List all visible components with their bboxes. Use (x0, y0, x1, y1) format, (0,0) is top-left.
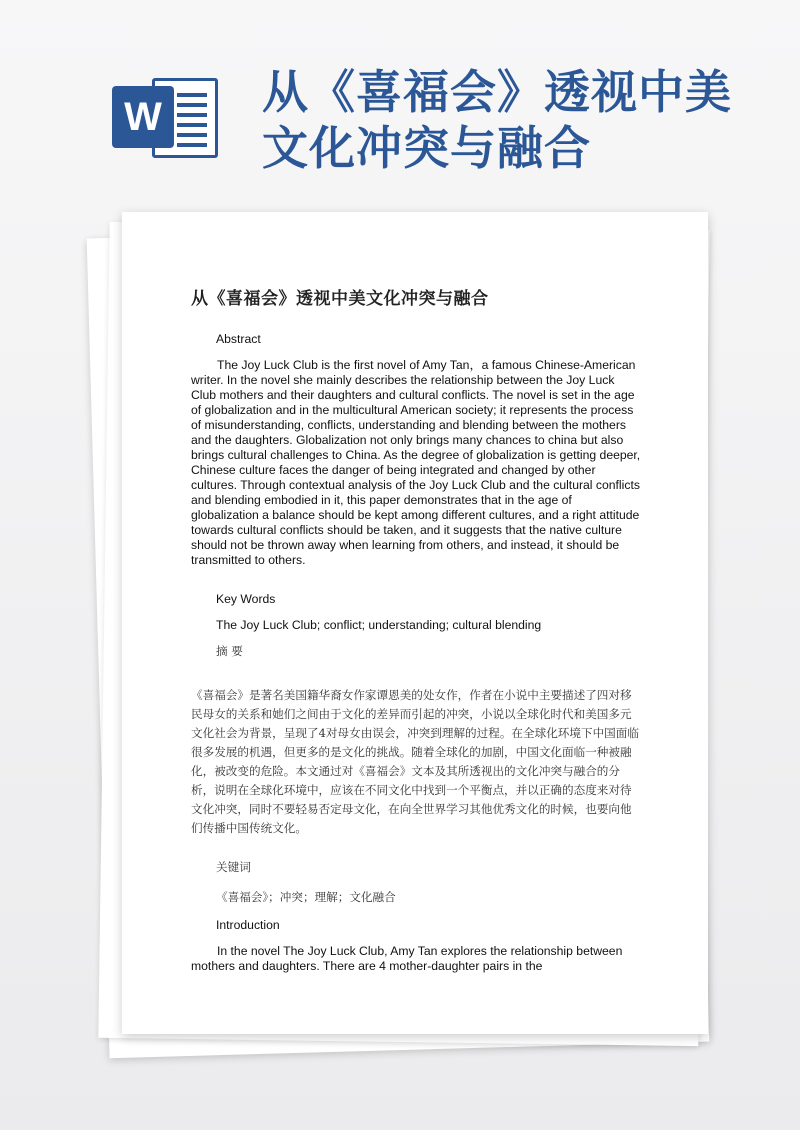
zh-keywords-body: 《喜福会》；冲突；理解；文化融合 (216, 890, 396, 904)
abstract-heading: Abstract (216, 332, 261, 346)
document-title: 从《喜福会》透视中美文化冲突与融合 (191, 289, 489, 309)
keywords-heading: Key Words (216, 592, 276, 606)
hero-title (262, 64, 782, 176)
document-page (122, 212, 708, 1034)
word-badge: W (112, 86, 174, 148)
hero-title-line2: 文化冲突与融合 (262, 121, 591, 175)
zh-abstract-heading: 摘 要 (216, 644, 243, 658)
abstract-body: The Joy Luck Club is the first novel of Amy Tan，a famous Chinese-American writer. In the novel she mainly describes the relationship between the Joy Luck Club mothers and their daughters and cultural conflicts. The novel is set in the age of globalization and in the multicultural American society; it represents the process of misunderstanding, conflicts, understanding and blending between the mothers and the daughters. Globalization not only brings many chances to china but also brings cultural challenges to China. As the degree of globalization is getting deeper, Chinese culture faces the danger of being integrated and changed by other cultures. Through contextual analysis of the Joy Luck Club and the cultural conflicts and blending embodied in it, this paper demonstrates that in the age of globalization a balance should be kept among different cultures, and a right attitude towards cultural conflicts should be taken, and it suggests that the native culture should not be thrown away when learning from others, and instead, it should be transmitted to others. (191, 358, 641, 567)
introduction-body: In the novel The Joy Luck Club, Amy Tan explores the relationship between mothers and daughters. There are 4 mother-daughter pairs in the (191, 944, 623, 973)
word-icon (112, 70, 220, 160)
keywords-body: The Joy Luck Club; conflict; understanding; cultural blending (216, 618, 542, 632)
zh-keywords-heading: 关键词 (216, 860, 251, 874)
hero-title-line1: 从《喜福会》透视中美 (262, 65, 732, 119)
zh-abstract-body: 《喜福会》是著名美国籍华裔女作家谭恩美的处女作，作者在小说中主要描述了四对移民母女的关系和她们之间由于文化的差异而引起的冲突，小说以全球化时代和美国多元文化社会为背景，呈现了4对母女由误会，冲突到理解的过程。在全球化环境下中国面临很多发展的机遇，但更多的是文化的挑战。随着全球化的加剧，中国文化面临一种被融化，被改变的危险。本文通过对《喜福会》文本及其所透视出的文化冲突与融合的分析，说明在全球化环境中，应该在不同文化中找到一个平衡点，并以正确的态度来对待文化冲突，同时不要轻易否定母文化，在向全世界学习其他优秀文化的时候，也要向他们传播中国传统文化。 (191, 688, 639, 835)
introduction-heading: Introduction (216, 918, 280, 932)
